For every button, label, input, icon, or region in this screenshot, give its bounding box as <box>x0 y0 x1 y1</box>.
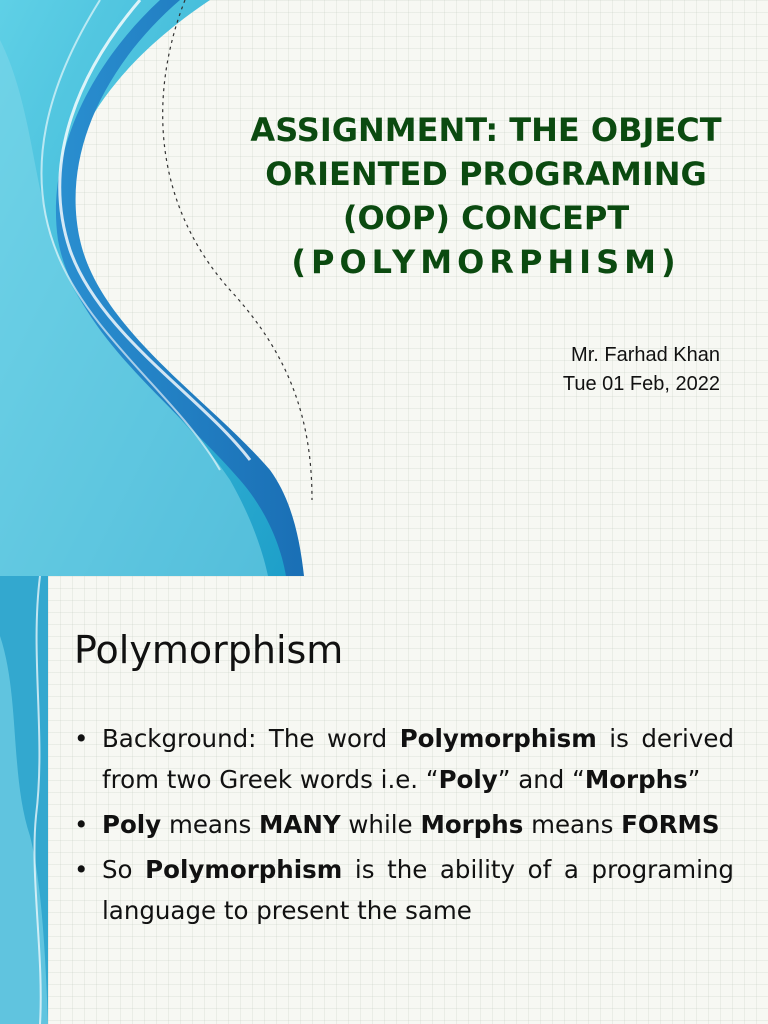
bullet-item <box>74 804 734 845</box>
swirl-decoration <box>0 0 330 576</box>
subtitle-block <box>480 341 720 399</box>
bullet-text: means <box>523 810 622 839</box>
author-name: Mr. Farhad Khan <box>571 344 720 366</box>
bullet-text: is derived from two Greek words i.e. “ <box>102 724 734 794</box>
bullet-bold-text: Poly <box>438 765 498 794</box>
bullet-text: is the ability of a programing language to present the same <box>102 855 734 925</box>
title-line: ASSIGNMENT: THE OBJECT <box>250 111 722 149</box>
bullet-text: while <box>340 810 421 839</box>
bullet-item <box>74 718 734 800</box>
side-decoration <box>0 576 60 1024</box>
bullet-text: So <box>102 855 146 884</box>
bullet-item <box>74 849 734 931</box>
bullet-bold-text: FORMS <box>621 810 720 839</box>
bullet-bold-text: MANY <box>259 810 341 839</box>
bullet-text: ” and “ <box>497 765 585 794</box>
content-slide <box>0 576 768 1024</box>
title-line: ORIENTED PROGRAMING <box>265 155 707 193</box>
presentation-date: Tue 01 Feb, 2022 <box>562 373 720 395</box>
bullet-bold-text: Morphs <box>584 765 688 794</box>
bullet-bold-text: Morphs <box>420 810 524 839</box>
bullet-bold-text: Polymorphism <box>399 724 597 753</box>
bullet-text: Background: The word <box>102 724 400 753</box>
bullet-bold-text: Poly <box>102 810 162 839</box>
content-slide-title: Polymorphism <box>74 628 344 672</box>
bullet-list <box>74 718 734 935</box>
slide-title <box>226 108 746 284</box>
bullet-text: ” <box>687 765 701 794</box>
title-line: (OOP) CONCEPT <box>342 199 630 237</box>
bullet-bold-text: Polymorphism <box>145 855 343 884</box>
title-line: (POLYMORPHISM) <box>291 243 681 281</box>
bullet-text: means <box>161 810 259 839</box>
